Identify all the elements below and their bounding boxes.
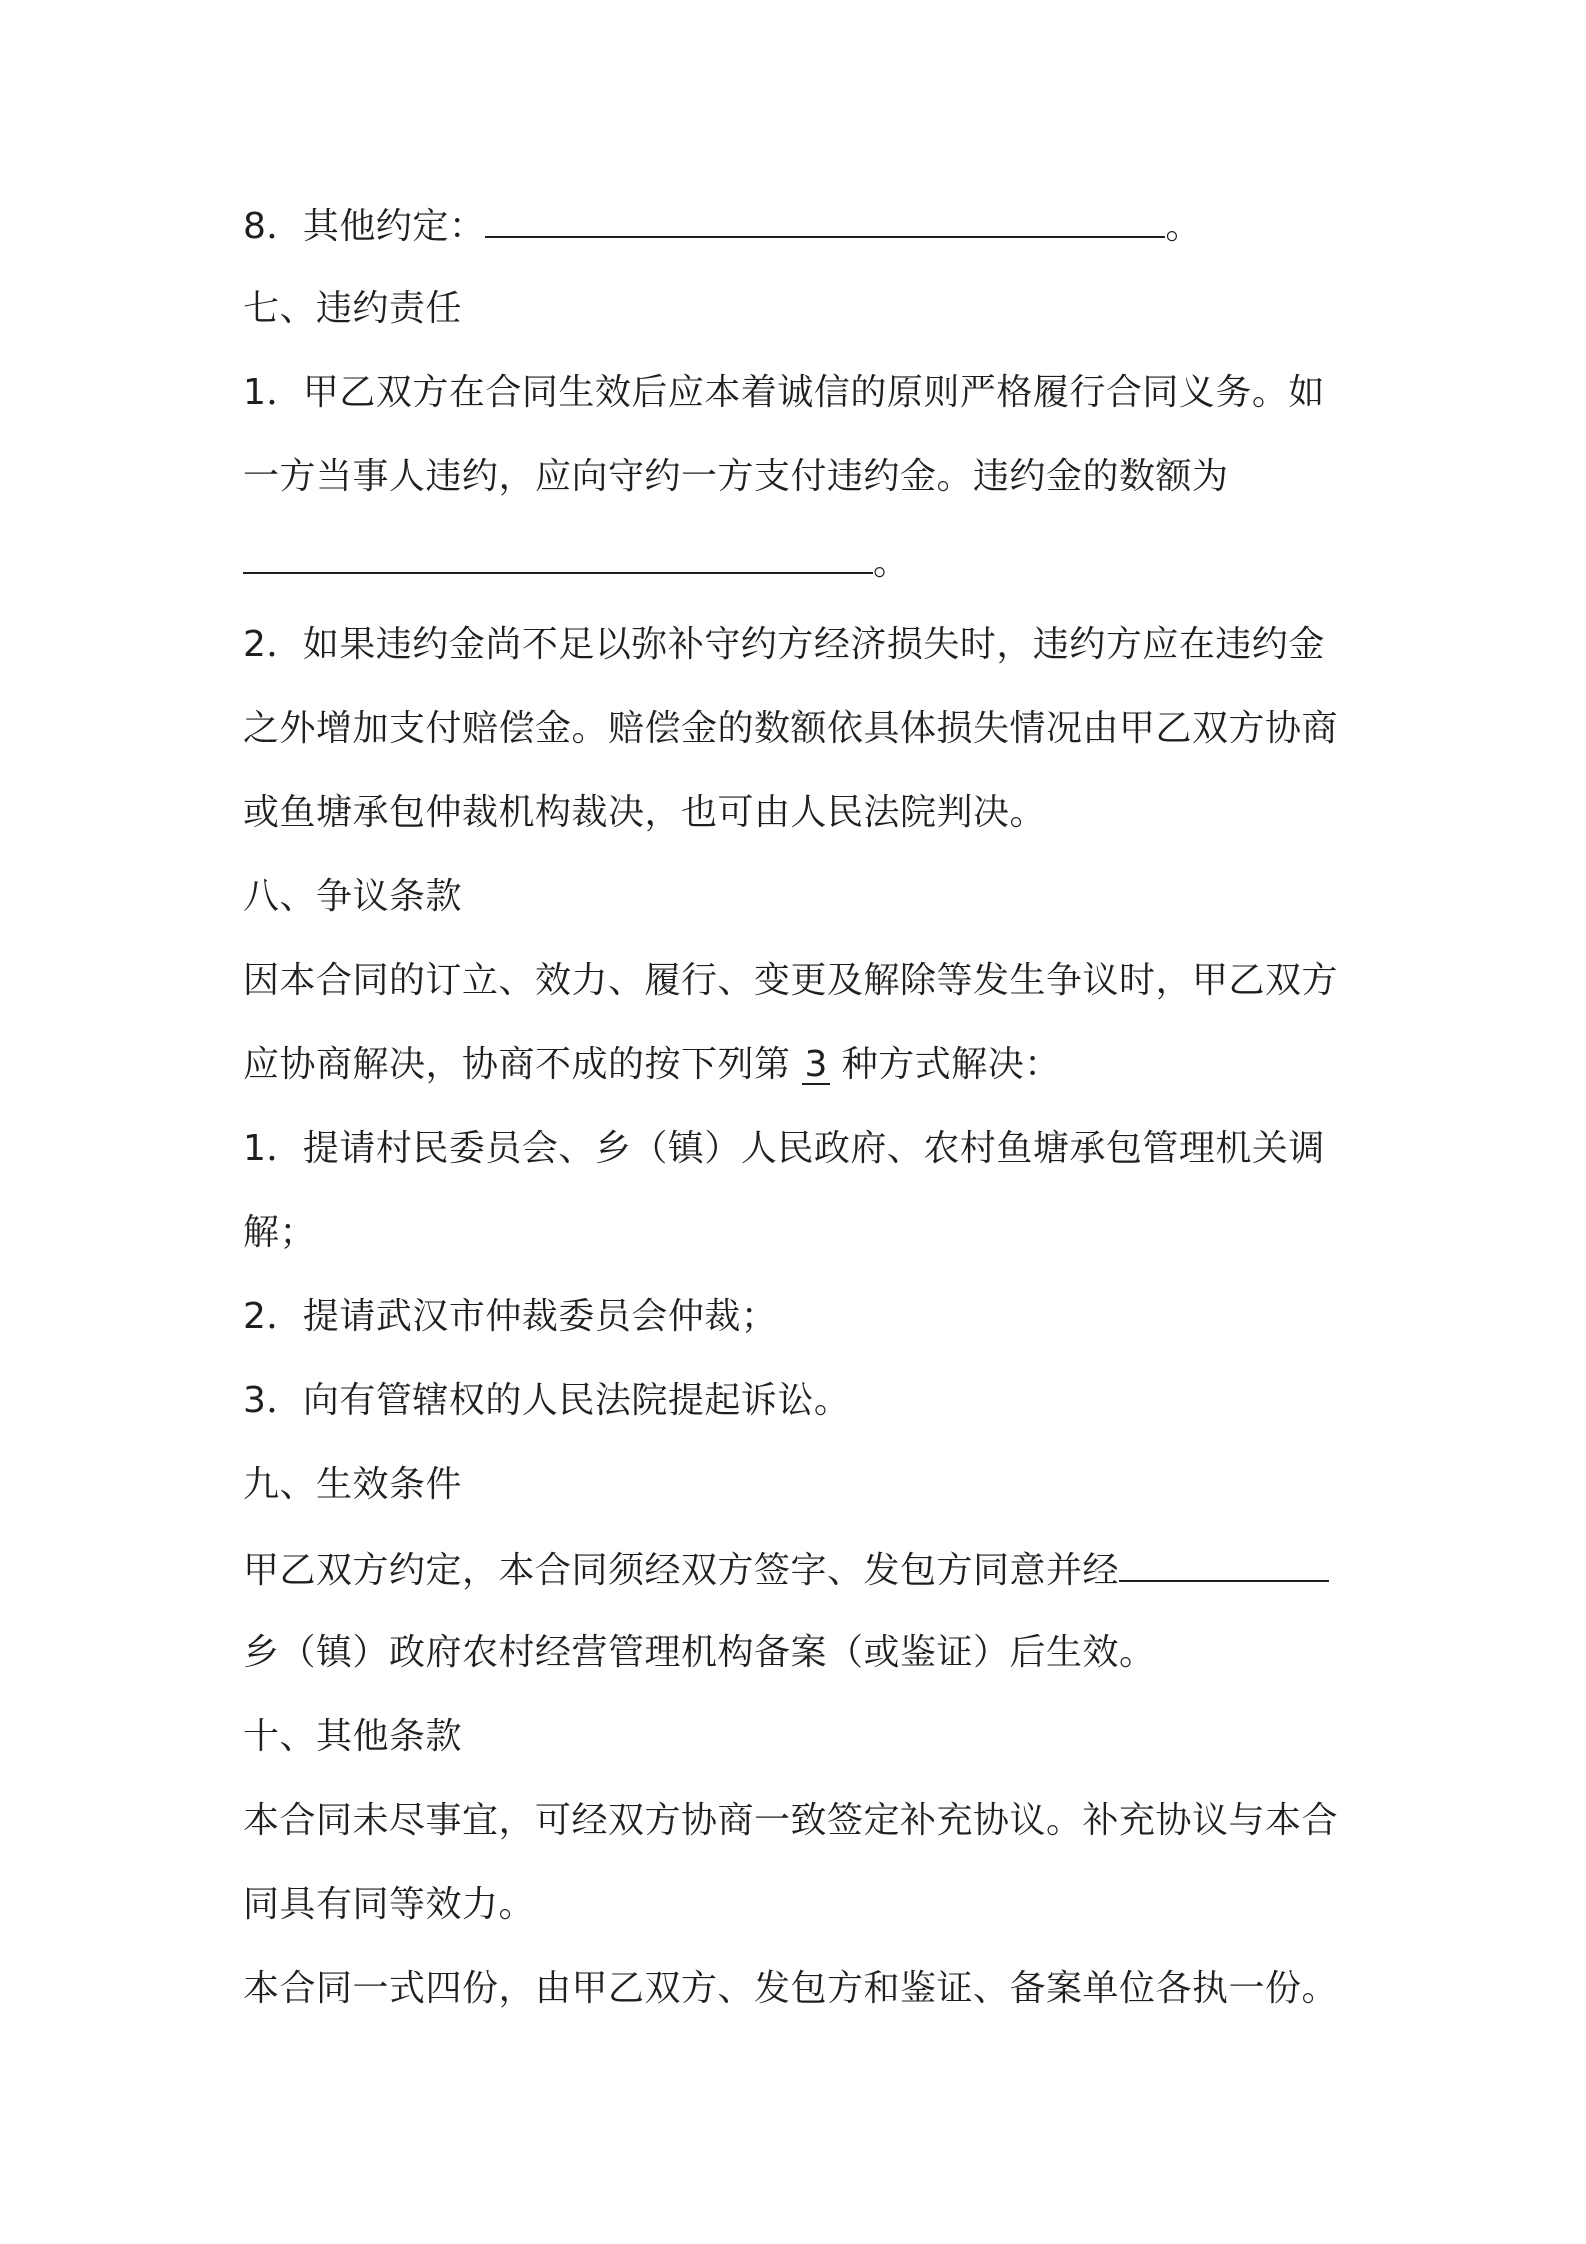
s7-paragraph-2-line-3: 或鱼塘承包仲裁机构裁决，也可由人民法院判决。 — [243, 792, 1047, 833]
s8-paragraph-line-2 — [243, 1044, 1363, 1128]
township-blank — [1119, 1548, 1329, 1582]
s8-method-number: 3 — [804, 1044, 828, 1085]
section-9-heading: 九、生效条件 — [243, 1464, 463, 1505]
s10-paragraph-2: 本合同一式四份，由甲乙双方、发包方和鉴证、备案单位各执一份。 — [243, 1968, 1339, 2009]
s8-option-3: 3．向有管辖权的人民法院提起诉讼。 — [243, 1380, 851, 1421]
s10-paragraph-1-line-1: 本合同未尽事宜，可经双方协商一致签定补充协议。补充协议与本合 — [243, 1800, 1339, 1841]
s7-paragraph-2-line-2: 之外增加支付赔偿金。赔偿金的数额依具体损失情况由甲乙双方协商 — [243, 708, 1339, 749]
contract-page — [243, 204, 1363, 2052]
item-8-period: 。 — [1165, 206, 1202, 247]
penalty-period: 。 — [873, 542, 910, 583]
s9-paragraph-line-2: 乡（镇）政府农村经营管理机构备案（或鉴证）后生效。 — [243, 1632, 1156, 1673]
s8-paragraph-line-1: 因本合同的订立、效力、履行、变更及解除等发生争议时，甲乙双方 — [243, 960, 1339, 1001]
s8-method-prefix: 应协商解决，协商不成的按下列第 — [243, 1044, 803, 1085]
section-7-heading: 七、违约责任 — [243, 288, 463, 329]
s8-option-1-line-2: 解； — [243, 1212, 317, 1253]
item-8-label: 8．其他约定： — [243, 206, 486, 247]
s7-paragraph-1-line-3 — [243, 540, 1363, 624]
section-8-heading: 八、争议条款 — [243, 876, 463, 917]
s8-option-2: 2．提请武汉市仲裁委员会仲裁； — [243, 1296, 778, 1337]
item-8-other-agreements — [243, 204, 1363, 288]
s7-paragraph-1-line-1: 1．甲乙双方在合同生效后应本着诚信的原则严格履行合同义务。如 — [243, 372, 1325, 413]
s7-paragraph-1-line-2: 一方当事人违约，应向守约一方支付违约金。违约金的数额为 — [243, 456, 1229, 497]
s9-paragraph-line-1 — [243, 1548, 1363, 1632]
item-8-blank — [485, 204, 1165, 238]
section-10-heading: 十、其他条款 — [243, 1716, 463, 1757]
s8-option-1-line-1: 1．提请村民委员会、乡（镇）人民政府、农村鱼塘承包管理机关调 — [243, 1128, 1325, 1169]
s10-paragraph-1-line-2: 同具有同等效力。 — [243, 1884, 536, 1925]
s8-method-suffix: 种方式解决： — [829, 1044, 1061, 1085]
s7-paragraph-2-line-1: 2．如果违约金尚不足以弥补守约方经济损失时，违约方应在违约金 — [243, 624, 1325, 665]
penalty-amount-blank — [243, 540, 873, 574]
s9-paragraph-text: 甲乙双方约定，本合同须经双方签字、发包方同意并经 — [243, 1550, 1120, 1591]
